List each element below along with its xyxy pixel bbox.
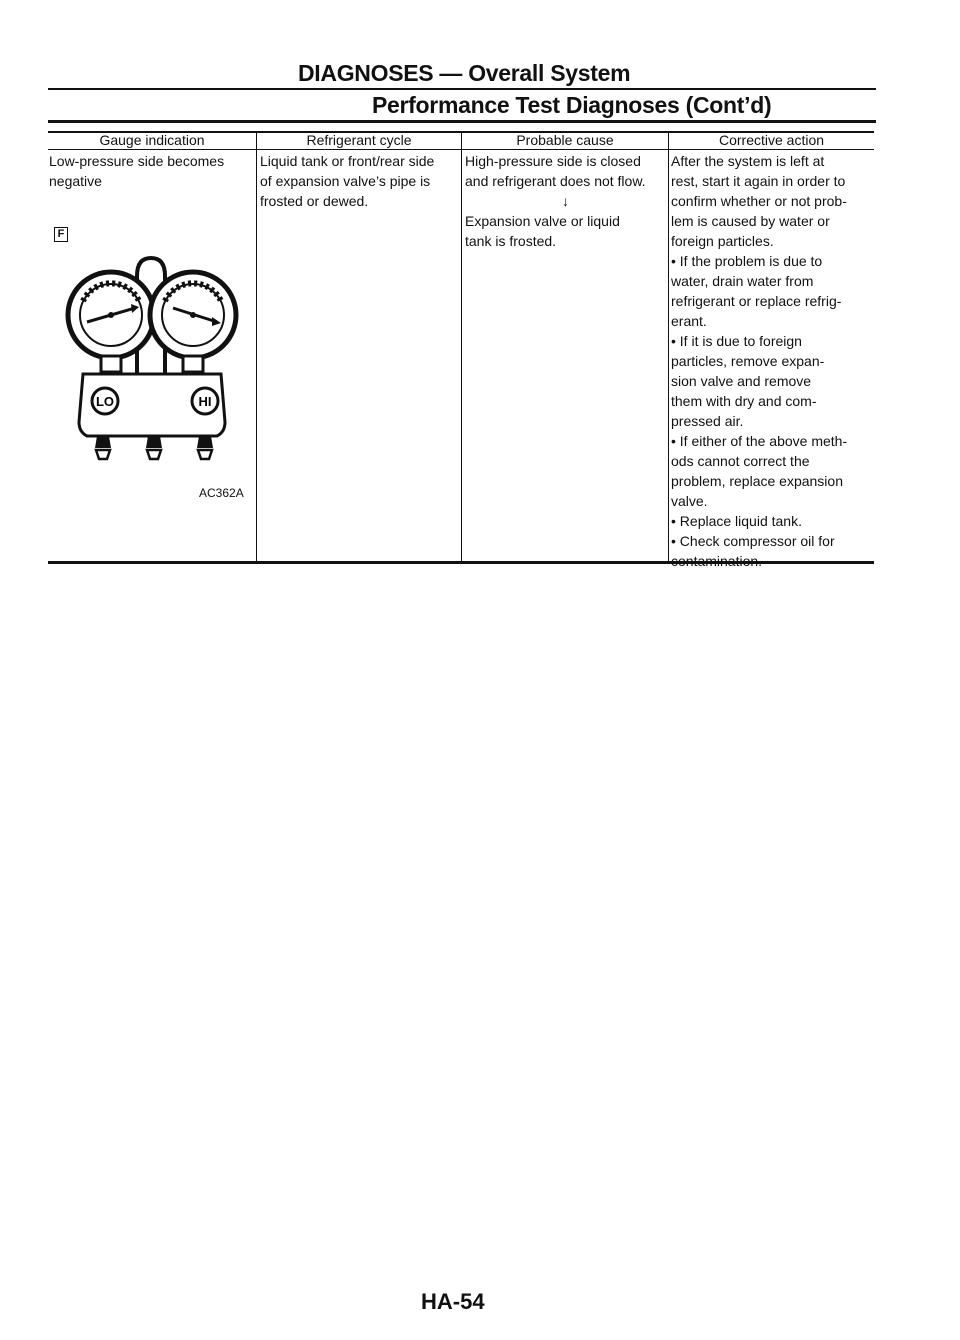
refrigerant-cycle-cell bbox=[260, 151, 460, 211]
probable-cause-text: Expansion valve or liquid bbox=[465, 213, 620, 229]
lo-label: LO bbox=[95, 394, 115, 409]
corrective-bullet bbox=[671, 531, 873, 571]
probable-cause-cell bbox=[465, 151, 666, 251]
diagnosis-table bbox=[48, 131, 874, 569]
column-divider bbox=[256, 131, 257, 563]
manifold-gauge-illustration bbox=[49, 256, 254, 481]
refrigerant-cycle-text: frosted or dewed. bbox=[260, 193, 369, 209]
corrective-bullet-text: • Check compressor oil for bbox=[671, 533, 835, 549]
probable-cause-text: High-pressure side is closed bbox=[465, 153, 641, 169]
hose-fitting-icon bbox=[146, 436, 162, 459]
gauge-indication-text: negative bbox=[49, 173, 102, 189]
corrective-action-cell bbox=[671, 151, 873, 571]
probable-cause-text: and refrigerant does not flow. bbox=[465, 173, 646, 189]
section-header bbox=[48, 58, 876, 90]
corrective-bullet-text: • If either of the above meth- bbox=[671, 433, 848, 449]
corrective-bullet bbox=[671, 251, 873, 331]
down-arrow-icon: ↓ bbox=[562, 193, 569, 209]
column-divider bbox=[461, 131, 462, 563]
corrective-bullet-text: ods cannot correct the bbox=[671, 453, 810, 469]
hose-fitting-icon bbox=[95, 436, 111, 459]
corrective-intro-text: confirm whether or not prob- bbox=[671, 193, 847, 209]
corrective-intro-text: rest, start it again in order to bbox=[671, 173, 846, 189]
corrective-bullet-text: particles, remove expan- bbox=[671, 353, 825, 369]
corrective-bullet-text: • Replace liquid tank. bbox=[671, 513, 802, 529]
corrective-bullet-text: sion valve and remove bbox=[671, 373, 812, 389]
header-probable-cause: Probable cause bbox=[516, 132, 614, 148]
corrective-intro-text: After the system is left at bbox=[671, 153, 825, 169]
corrective-bullet-text: refrigerant or replace refrig- bbox=[671, 293, 842, 309]
corrective-bullet-text: problem, replace expansion bbox=[671, 473, 843, 489]
page-number: HA-54 bbox=[421, 1289, 485, 1314]
probable-cause-text: tank is frosted. bbox=[465, 233, 557, 249]
corrective-bullet bbox=[671, 331, 873, 431]
subsection-header bbox=[48, 90, 876, 123]
corrective-bullet-text: erant. bbox=[671, 313, 707, 329]
refrigerant-cycle-text: of expansion valve’s pipe is bbox=[260, 173, 431, 189]
section-title: DIAGNOSES — Overall System bbox=[298, 60, 631, 86]
high-pressure-gauge-icon bbox=[150, 272, 236, 358]
corrective-bullet-text: • If it is due to foreign bbox=[671, 333, 802, 349]
corrective-bullet-text: valve. bbox=[671, 493, 708, 509]
gauge-indication-cell bbox=[49, 151, 254, 561]
header-corrective-action: Corrective action bbox=[718, 132, 825, 148]
corrective-bullet-text: • If the problem is due to bbox=[671, 253, 823, 269]
subsection-title: Performance Test Diagnoses (Cont’d) bbox=[372, 92, 772, 118]
corrective-bullet-text: contamination. bbox=[671, 553, 763, 569]
refrigerant-cycle-text: Liquid tank or front/rear side bbox=[260, 153, 435, 169]
figure-code: AC362A bbox=[199, 486, 244, 500]
f-mark-icon: F bbox=[54, 227, 68, 242]
hi-label: HI bbox=[198, 394, 212, 409]
low-pressure-gauge-icon bbox=[68, 272, 154, 358]
header-gauge-indication: Gauge indication bbox=[99, 132, 205, 148]
header-refrigerant-cycle: Refrigerant cycle bbox=[306, 132, 412, 148]
corrective-intro-text: foreign particles. bbox=[671, 233, 774, 249]
corrective-intro-text: lem is caused by water or bbox=[671, 213, 830, 229]
gauge-indication-text: Low-pressure side becomes bbox=[49, 153, 225, 169]
corrective-bullet-text: pressed air. bbox=[671, 413, 744, 429]
hose-fitting-icon bbox=[197, 436, 213, 459]
corrective-bullet-text: them with dry and com- bbox=[671, 393, 817, 409]
corrective-bullet-text: water, drain water from bbox=[671, 273, 814, 289]
corrective-bullet bbox=[671, 511, 873, 531]
corrective-bullet bbox=[671, 431, 873, 511]
column-divider bbox=[668, 131, 669, 563]
